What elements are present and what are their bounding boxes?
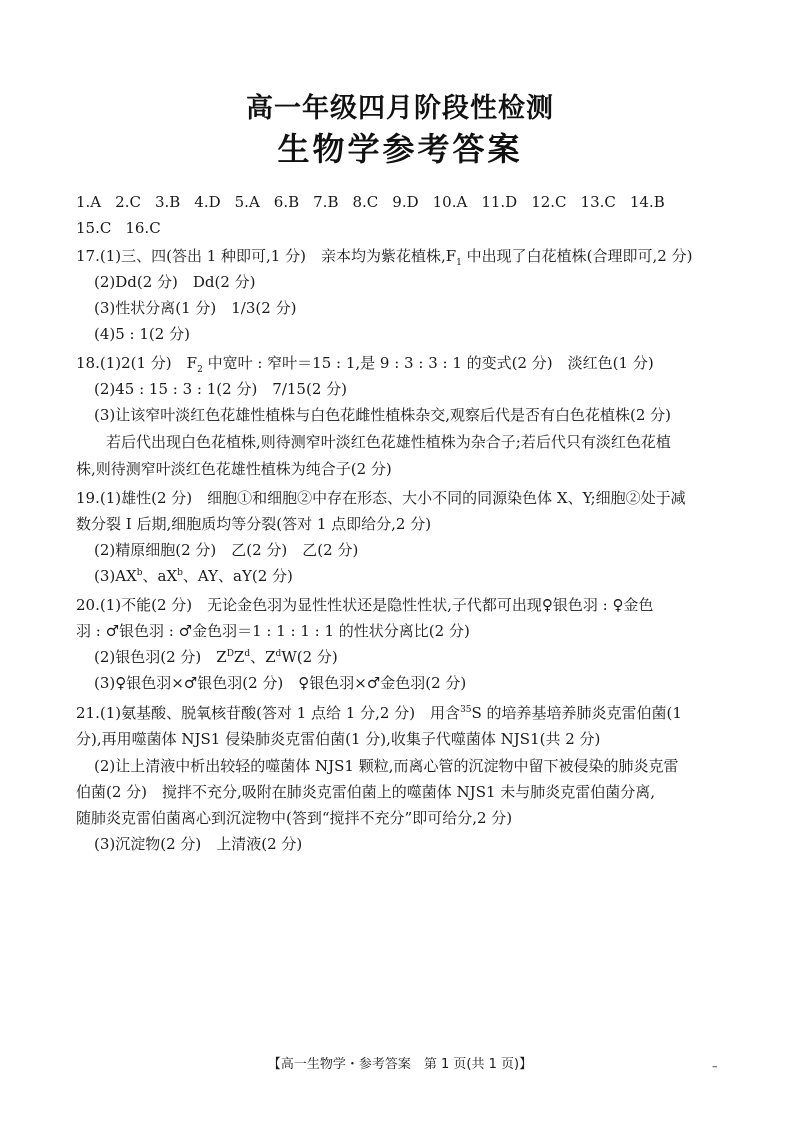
q17-line-2: (2)Dd(2 分) Dd(2 分) <box>94 273 256 291</box>
q20-line-2: 羽 : ♂银色羽 : ♂金色羽＝1 : 1 : 1 : 1 的性状分离比(2 分) <box>76 622 470 640</box>
q21-line-1: 21.(1)氨基酸、脱氧核苷酸(答对 1 点给 1 分,2 分) 用含$^{35}$S 的培养基培养肺炎克雷伯菌(1 <box>76 704 682 722</box>
choice-answer: 10.A <box>432 193 468 211</box>
choice-answer: 14.B <box>629 193 665 211</box>
q21-line-5: 随肺炎克雷伯菌离心到沉淀物中(答到“搅拌不充分”即可给分,2 分) <box>76 809 513 827</box>
q19-line-1: 19.(1)雄性(2 分) 细胞①和细胞②中存在形态、大小不同的同源染色体 X、Y;细胞②处于减 <box>76 489 686 507</box>
q21-line-3: (2)让上清液中析出较轻的噬菌体 NJS1 颗粒,而离心管的沉淀物中留下被侵染的肺炎克雷 <box>94 757 679 775</box>
q21-line-4: 伯菌(2 分) 搅拌不充分,吸附在肺炎克雷伯菌上的噬菌体 NJS1 未与肺炎克雷伯菌分离, <box>76 783 656 801</box>
choice-answer: 2.C <box>115 193 141 211</box>
q21-line-2: 分),再用噬菌体 NJS1 侵染肺炎克雷伯菌(1 分),收集子代噬菌体 NJS1(共 2 分) <box>76 730 601 748</box>
q21-line-6: (3)沉淀物(2 分) 上清液(2 分) <box>94 835 303 853</box>
choice-answers-row-2 <box>76 218 161 238</box>
choice-answer: 6.B <box>273 193 300 211</box>
choice-answer: 11.D <box>481 193 518 211</box>
page-subtitle: 生物学参考答案 <box>277 130 523 168</box>
corner-mark: – <box>712 1060 718 1073</box>
q18-line-1: 18.(1)2(1 分) $F_2$ 中宽叶 : 窄叶＝15 : 1,是 9 : 3 : 3 : 1 的变式(2 分) 淡红色(1 分) <box>76 354 654 375</box>
choice-answer: 5.A <box>234 193 260 211</box>
choice-answer: 9.D <box>392 193 419 211</box>
q18-line-3: (3)让该窄叶淡红色花雄性植株与白色花雌性植株杂交,观察后代是否有白色花植株(2 分) <box>94 406 672 424</box>
q19-line-4: $(3)AX^b$、$aX^b$、AY、aY(2 分) <box>94 567 293 585</box>
q17-line-3: (3)性状分离(1 分) 1/3(2 分) <box>94 299 297 317</box>
q19-line-2: 数分裂 Ⅰ 后期,细胞质均等分裂(答对 1 点即给分,2 分) <box>76 515 432 533</box>
q19-line-3: (2)精原细胞(2 分) 乙(2 分) 乙(2 分) <box>94 541 359 559</box>
q17-line-4: (4)5 : 1(2 分) <box>94 325 190 343</box>
q20-line-4: (3)♀银色羽×♂银色羽(2 分) ♀银色羽×♂金色羽(2 分) <box>94 674 467 692</box>
q18-line-2: (2)45 : 15 : 3 : 1(2 分) 7/15(2 分) <box>94 380 347 398</box>
page-footer: 【高一生物学・参考答案 第 1 页(共 1 页)】 <box>267 1057 533 1072</box>
choice-answers-row-1 <box>76 192 665 212</box>
page-title: 高一年级四月阶段性检测 <box>246 93 554 124</box>
choice-answer: 15.C <box>76 219 112 237</box>
q17-line-1: 17.(1)三、四(答出 1 种即可,1 分) 亲本均为紫花植株$,F_1$ 中出现了白花植株(合理即可,2 分) <box>76 247 693 268</box>
choice-answer: 16.C <box>125 219 161 237</box>
q20-line-3: (2)银色羽(2 分) $Z^DZ^d$、$Z^dW(2$ 分) <box>94 648 338 666</box>
choice-answer: 3.B <box>154 193 181 211</box>
choice-answer: 12.C <box>531 193 567 211</box>
choice-answer: 7.B <box>313 193 339 211</box>
choice-answer: 1.A <box>76 193 102 211</box>
choice-answer: 8.C <box>352 193 379 211</box>
choice-answer: 13.C <box>580 193 616 211</box>
q18-line-4: 若后代出现白色花植株,则待测窄叶淡红色花雄性植株为杂合子;若后代只有淡红色花植 <box>106 433 671 451</box>
choice-answer: 4.D <box>194 193 221 211</box>
q20-line-1: 20.(1)不能(2 分) 无论金色羽为显性性状还是隐性性状,子代都可出现♀银色羽 : ♀金色 <box>76 596 654 614</box>
q18-line-5: 株,则待测窄叶淡红色花雄性植株为纯合子(2 分) <box>76 460 392 478</box>
